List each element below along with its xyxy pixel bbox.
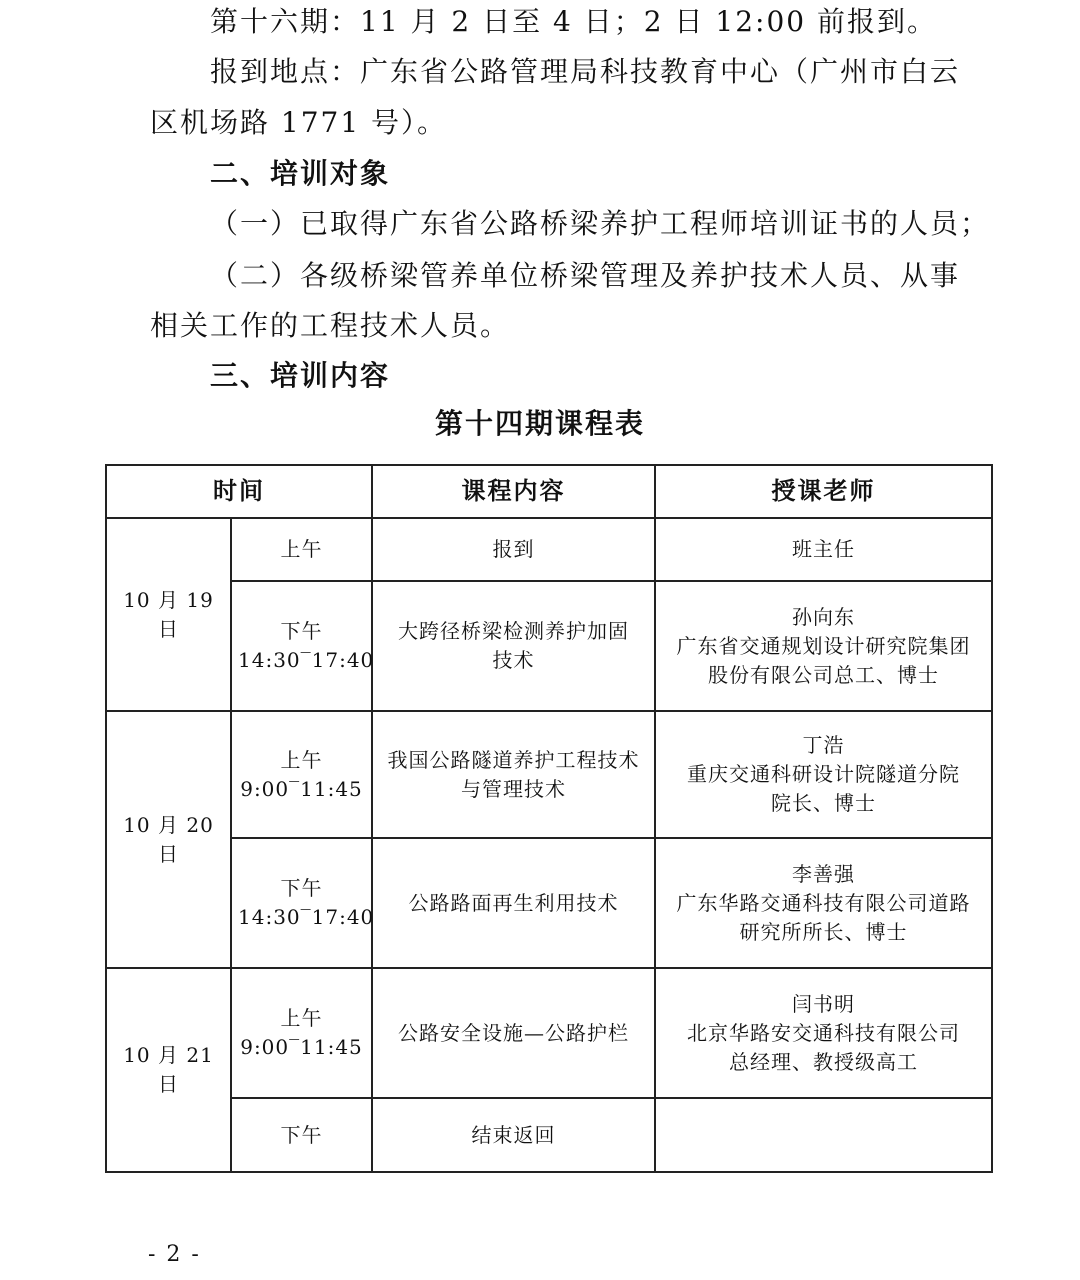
teacher-cell <box>655 968 992 1098</box>
teacher-title: 院长、博士 <box>771 791 876 815</box>
teacher-cell <box>655 838 992 968</box>
header-content: 课程内容 <box>372 465 655 518</box>
table-row <box>106 1098 992 1172</box>
hours-label: 14:30‾17:40 <box>238 905 375 929</box>
table-row <box>106 711 992 838</box>
date-cell: 10 月 20 日 <box>106 711 231 968</box>
time-cell <box>231 711 372 838</box>
period-label: 下午 <box>280 1122 323 1147</box>
table-header-row <box>106 465 992 518</box>
teacher-name: 班主任 <box>792 537 855 561</box>
period-label: 上午 <box>280 537 323 561</box>
period-label: 下午 <box>280 619 323 643</box>
section-heading: 二、培训对象 <box>210 157 391 190</box>
date-cell: 10 月 19 日 <box>106 518 231 711</box>
table-title: 第十四期课程表 <box>434 407 645 440</box>
teacher-name: 李善强 <box>792 861 855 886</box>
schedule-table <box>105 464 993 1173</box>
text-line: （一）已取得广东省公路桥梁养护工程师培训证书的人员； <box>210 207 991 240</box>
teacher-name: 丁浩 <box>802 733 845 757</box>
teacher-title: 股份有限公司总工、博士 <box>708 662 939 687</box>
hours-label: 14:30‾17:40 <box>238 648 375 672</box>
period-label: 上午 <box>280 747 323 772</box>
text-line: 第十六期：11 月 2 日至 4 日；2 日 12:00 前报到。 <box>210 5 937 38</box>
teacher-cell <box>655 1098 992 1172</box>
content-cell: 大跨径桥梁检测养护加固技术 <box>372 581 655 711</box>
text-line: 报到地点：广东省公路管理局科技教育中心（广州市白云 <box>210 55 961 88</box>
time-cell <box>231 1098 372 1172</box>
hours-label: 9:00‾11:45 <box>240 1035 363 1059</box>
table-row <box>106 838 992 968</box>
teacher-title: 研究所所长、博士 <box>739 919 908 944</box>
text-line: （二）各级桥梁管养单位桥梁管理及养护技术人员、从事 <box>210 259 961 292</box>
date-cell: 10 月 21 日 <box>106 968 231 1172</box>
teacher-org: 北京华路安交通科技有限公司 <box>687 1020 960 1045</box>
teacher-name: 闫书明 <box>792 991 855 1016</box>
hours-label: 9:00‾11:45 <box>240 776 363 801</box>
teacher-cell <box>655 518 992 581</box>
text-line: 区机场路 1771 号）。 <box>150 106 448 139</box>
table-row <box>106 968 992 1098</box>
teacher-title: 总经理、教授级高工 <box>729 1049 918 1074</box>
text-line: 相关工作的工程技术人员。 <box>150 309 511 342</box>
teacher-cell <box>655 581 992 711</box>
teacher-cell <box>655 711 992 838</box>
page-number: - 2 - <box>148 1242 201 1267</box>
table-row <box>106 581 992 711</box>
header-time: 时间 <box>106 465 372 518</box>
time-cell <box>231 838 375 968</box>
header-teacher: 授课老师 <box>655 465 992 518</box>
teacher-org: 广东省交通规划设计研究院集团 <box>676 633 971 658</box>
period-label: 下午 <box>280 876 323 900</box>
period-label: 上午 <box>280 1006 323 1030</box>
teacher-org: 重庆交通科研设计院隧道分院 <box>687 762 960 786</box>
content-cell: 公路路面再生利用技术 <box>372 838 655 968</box>
section-heading: 三、培训内容 <box>210 359 391 392</box>
content-cell: 报到 <box>372 518 655 581</box>
time-cell <box>231 581 375 711</box>
teacher-org: 广东华路交通科技有限公司道路 <box>676 890 971 915</box>
time-cell <box>231 968 372 1098</box>
content-cell: 结束返回 <box>372 1098 655 1172</box>
content-cell: 我国公路隧道养护工程技术与管理技术 <box>372 711 655 838</box>
content-cell: 公路安全设施—公路护栏 <box>372 968 655 1098</box>
time-cell <box>231 518 372 581</box>
teacher-name: 孙向东 <box>792 604 855 629</box>
table-row <box>106 518 992 581</box>
